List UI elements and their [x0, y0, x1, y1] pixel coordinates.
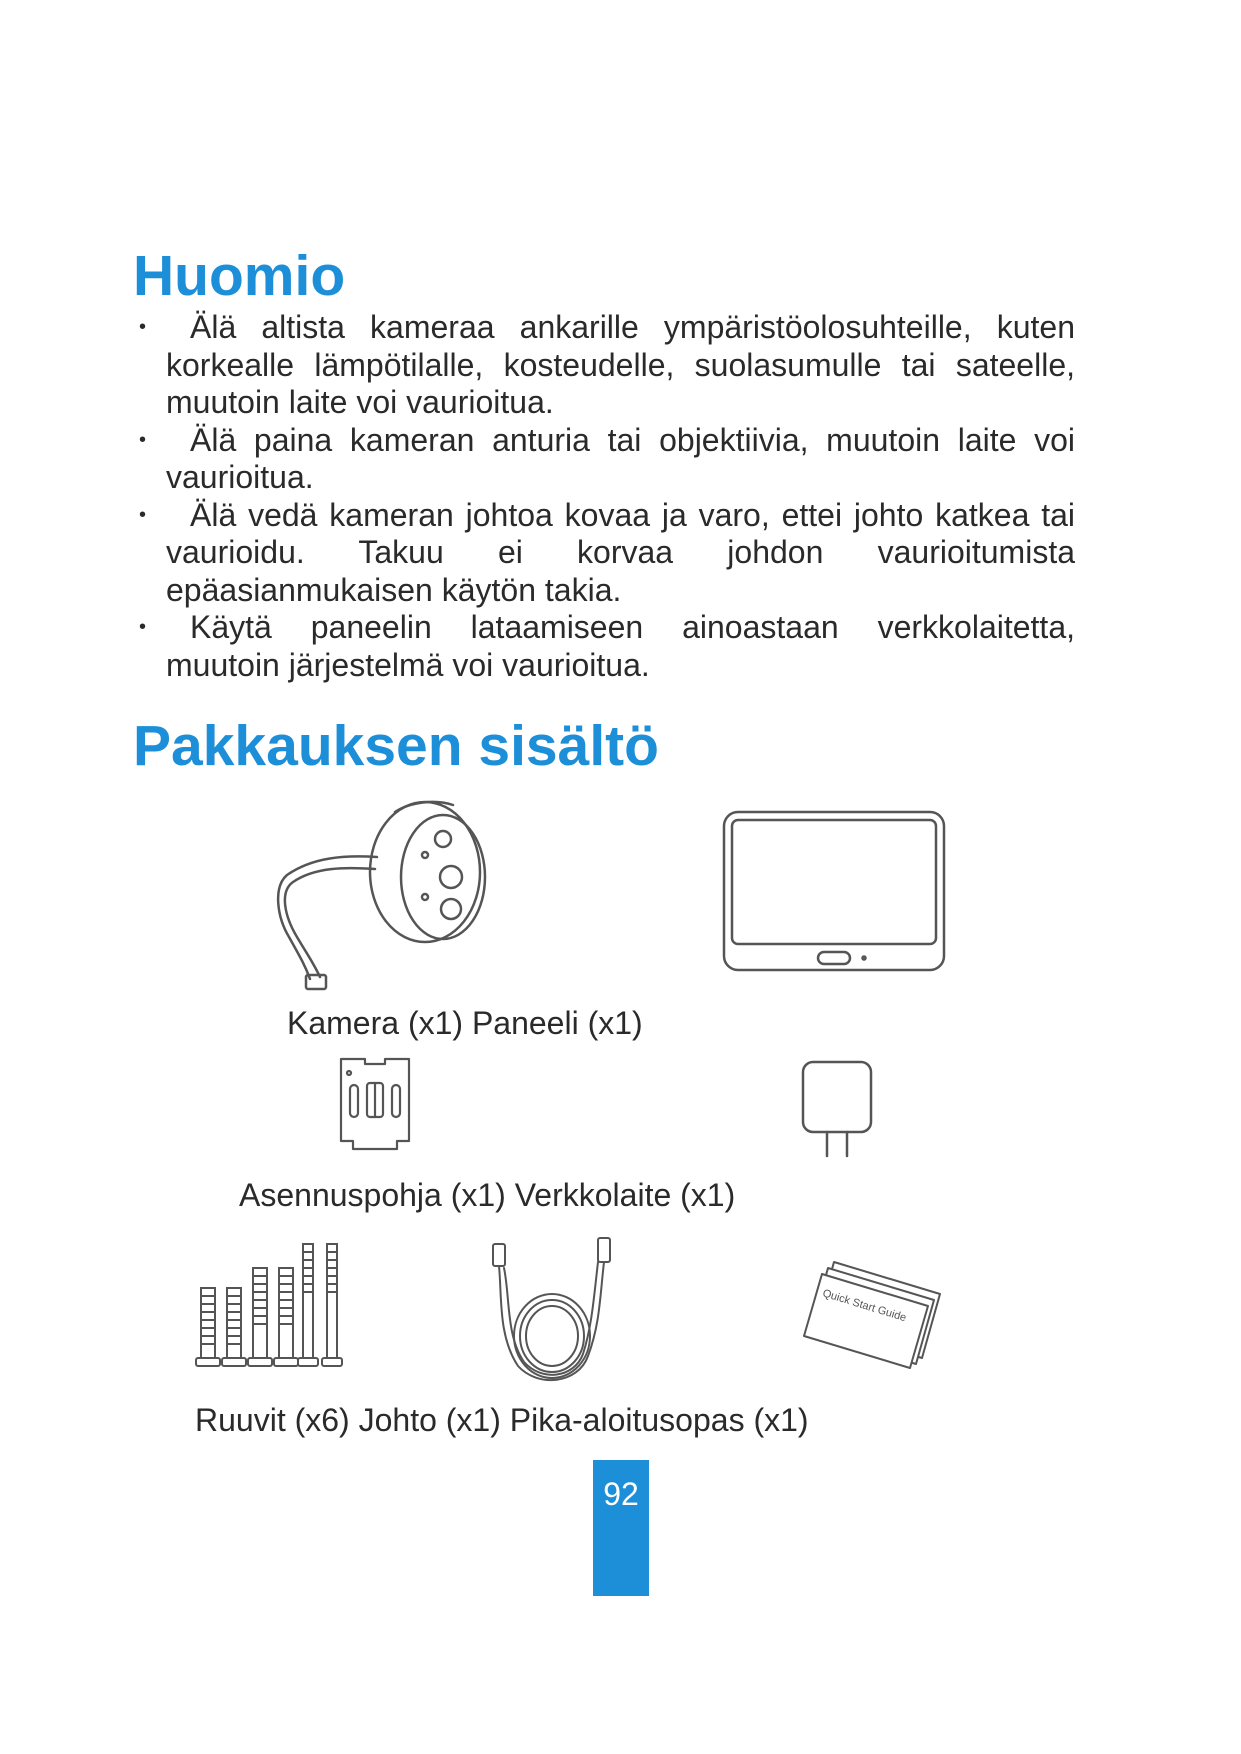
bullet: •: [139, 316, 147, 338]
guide-card-label: Quick Start Guide: [821, 1287, 908, 1325]
page-number-tab: [593, 1460, 649, 1596]
screws-illustration: [193, 1238, 353, 1378]
cable-illustration: [488, 1236, 618, 1388]
camera-illustration: [275, 797, 490, 992]
notice-item: • Käytä paneelin lataamiseen ainoastaan verkkolaitetta, muutoin järjestelmä voi vaurioitua.: [139, 609, 1075, 683]
power-adapter-illustration: [797, 1058, 877, 1160]
section-title-notice: Huomio: [133, 244, 346, 308]
caption-screws-cable-guide: Ruuvit (x6) Johto (x1) Pika-aloitusopas (x1): [195, 1402, 809, 1438]
caption-camera-panel: Kamera (x1) Paneeli (x1): [287, 1005, 643, 1041]
quick-start-guide-illustration: [800, 1254, 945, 1369]
bullet: •: [139, 503, 147, 526]
panel-illustration: [718, 806, 950, 976]
bullet: •: [139, 428, 147, 451]
bullet: •: [139, 616, 147, 638]
page-number: 92: [603, 1476, 639, 1512]
mounting-plate-illustration: [337, 1055, 413, 1155]
notice-list: [133, 309, 1075, 684]
notice-item: • Älä altista kameraa ankarille ympäristöolosuhteille, kuten korkealle lämpötilalle, kosteudelle, suolasumulle tai sateelle, muutoin laite voi vaurioitua.: [139, 309, 1075, 420]
caption-mount-adapter: Asennuspohja (x1) Verkkolaite (x1): [239, 1177, 736, 1213]
notice-item: • Älä vedä kameran johtoa kovaa ja varo, ettei johto katkea tai vaurioidu. Takuu ei korvaa johdon vaurioitumista epäasianmukaisen käytön takia.: [139, 496, 1075, 608]
notice-item: • Älä paina kameran anturia tai objektiivia, muutoin laite voi vaurioitua.: [139, 421, 1075, 495]
section-title-package-contents: Pakkauksen sisältö: [133, 714, 659, 778]
